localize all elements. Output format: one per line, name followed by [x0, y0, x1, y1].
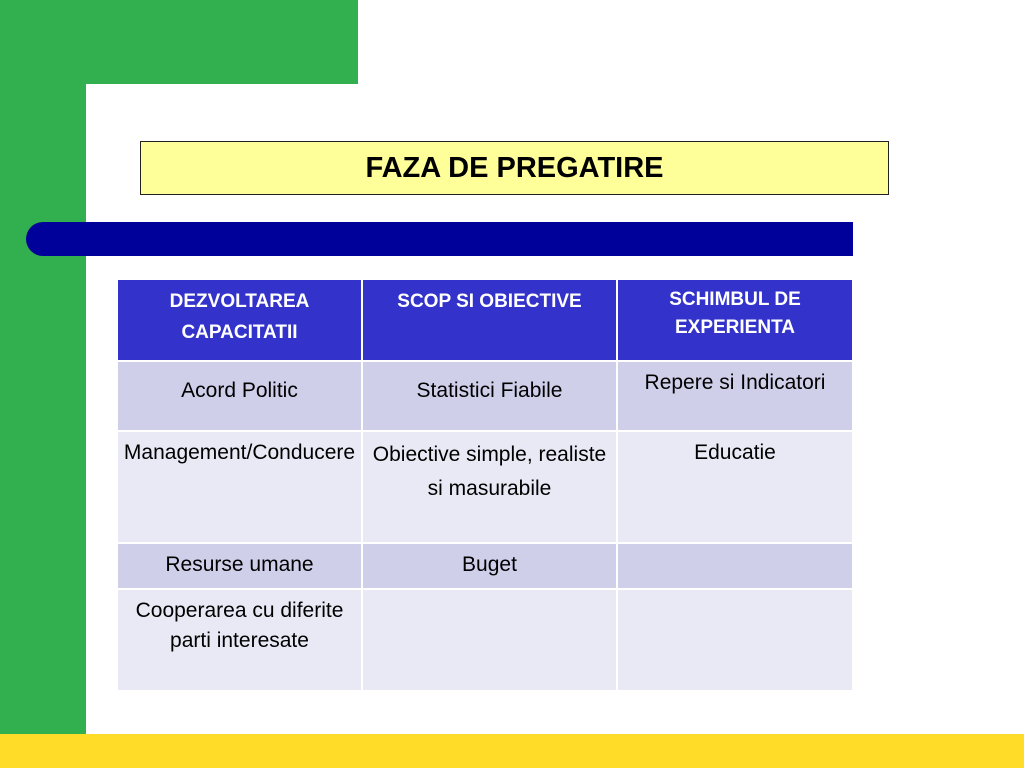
content-table [116, 278, 854, 692]
table-row [117, 361, 853, 431]
table-cell: Repere si Indicatori [617, 361, 853, 431]
table-row [117, 431, 853, 543]
bottom-yellow-band [0, 734, 1024, 768]
header-dezvoltarea: DEZVOLTAREA CAPACITATII [117, 279, 362, 361]
table-cell: Management/Conducere [117, 431, 362, 543]
header-schimbul: SCHIMBUL DE EXPERIENTA [617, 279, 853, 361]
header-scop: SCOP SI OBIECTIVE [362, 279, 617, 361]
table-cell: Educatie [617, 431, 853, 543]
table-row [117, 543, 853, 589]
table-cell: Cooperarea cu diferite parti interesate [117, 589, 362, 691]
table-cell: Statistici Fiabile [362, 361, 617, 431]
table-cell: Buget [362, 543, 617, 589]
table-cell: Acord Politic [117, 361, 362, 431]
blue-divider-bar [26, 222, 853, 256]
table-cell [617, 543, 853, 589]
top-green-band [0, 0, 358, 84]
table-header-row [117, 279, 853, 361]
table-cell [362, 589, 617, 691]
slide-title: FAZA DE PREGATIRE [140, 141, 889, 195]
table-cell: Obiective simple, realiste si masurabile [362, 431, 617, 543]
left-green-band [0, 0, 86, 768]
table-cell: Resurse umane [117, 543, 362, 589]
content-corner [86, 84, 146, 144]
table-cell [617, 589, 853, 691]
table-row [117, 589, 853, 691]
